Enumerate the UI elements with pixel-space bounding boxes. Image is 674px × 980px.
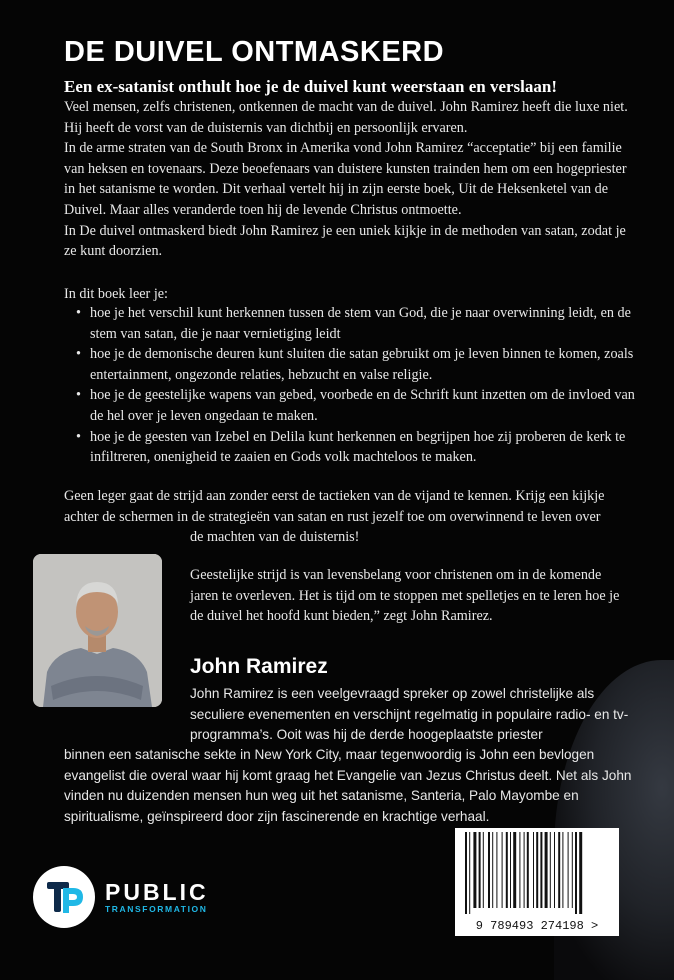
closing-text-a: Geen leger gaat de strijd aan zonder eerst de tactieken van de vijand te kennen. Krijg een kijkje achter de schermen in de strategieën van satan en rust jezelf toe om overwinnend te leven over [64, 488, 605, 525]
description [64, 97, 630, 262]
bullets-intro: In dit boek leer je: [64, 286, 169, 302]
publisher-logo-icon [33, 866, 95, 928]
closing-paragraph [64, 486, 630, 548]
closing-text-b: de machten van de duisternis! [190, 529, 360, 546]
description-paragraph-2: In de arme straten van de South Bronx in Amerika vond John Ramirez “acceptatie” bij een familie van heksen en tovenaars. Deze beoefenaars van duistere kunsten trainden hem om een hogepriester in het satanisme te worden. Dit verhaal vertelt hij in zijn eerste boek, Uit de Heksenketel van de Duivel. Maar alles veranderde toen hij de levende Christus ontmoette. [64, 140, 627, 218]
author-name: John Ramirez [190, 655, 328, 678]
publisher-logo [33, 866, 209, 928]
bullet-item: • hoe je de geesten van Izebel en Delila kunt herkennen en begrijpen hoe zij proberen de kerk te infiltreren, onenigheid te zaaien en Gods volk machteloos te maken. [76, 427, 636, 468]
author-quote: Geestelijke strijd is van levensbelang voor christenen om in de komende jaren te overleven. Het is tijd om te stoppen met spelletjes en te leren hoe je de duivel het hoofd kunt bieden,” zegt John Ramirez. [190, 567, 620, 625]
bullet-item: • hoe je de demonische deuren kunt sluiten die satan gebruikt om je leven binnen te komen, zoals entertainment, ongezonde relaties, hebzucht en valse religie. [76, 344, 636, 385]
book-title: DE DUIVEL ONTMASKERD [64, 36, 445, 68]
barcode-bars [455, 828, 619, 916]
bullet-item: • hoe je het verschil kunt herkennen tussen de stem van God, die je naar overwinning leidt, en de stem van satan, die je naar vernietiging leidt [76, 303, 636, 344]
isbn-number: 9 789493 274198 > [475, 919, 599, 933]
book-subtitle: Een ex-satanist onthult hoe je de duivel kunt weerstaan en verslaan! [64, 77, 558, 96]
bullet-item: • hoe je de geestelijke wapens van gebed, voorbede en de Schrift kunt inzetten om de invloed van de hel over je leven ongedaan te maken. [76, 385, 636, 426]
publisher-name: PUBLIC [105, 879, 209, 905]
description-paragraph-3: In De duivel ontmaskerd biedt John Ramirez je een uniek kijkje in de methoden van satan, zodat je ze kunt doorzien. [64, 222, 626, 260]
author-photo [33, 554, 162, 707]
author-bio-part-1: John Ramirez is een veelgevraagd spreker op zowel christelijke als seculiere evenementen en verschijnt regelmatig in populaire radio- en tv-programma’s. Ooit was hij de derde hoogeplaatste priester [190, 686, 629, 743]
description-paragraph-1: Veel mensen, zelfs christenen, ontkennen de macht van de duivel. John Ramirez heeft die luxe niet. Hij heeft de vorst van de duisternis van dichtbij en persoonlijk ervaren. [64, 99, 628, 136]
bullet-list [76, 303, 636, 468]
author-bio-part-2: binnen een satanische sekte in New York City, maar tegenwoordig is John een bevlogen evangelist die overal waar hij komt graag het Evangelie van Jezus Christus deelt. Net als John vinden nu duizenden mensen hun weg uit het satanisme, Santeria, Palo Mayombe en spiritualisme, geïnspireerd door zijn fascinerende en krachtige verhaal. [64, 747, 632, 824]
isbn-barcode [455, 828, 619, 936]
publisher-tagline: TRANSFORMATION [105, 904, 208, 914]
